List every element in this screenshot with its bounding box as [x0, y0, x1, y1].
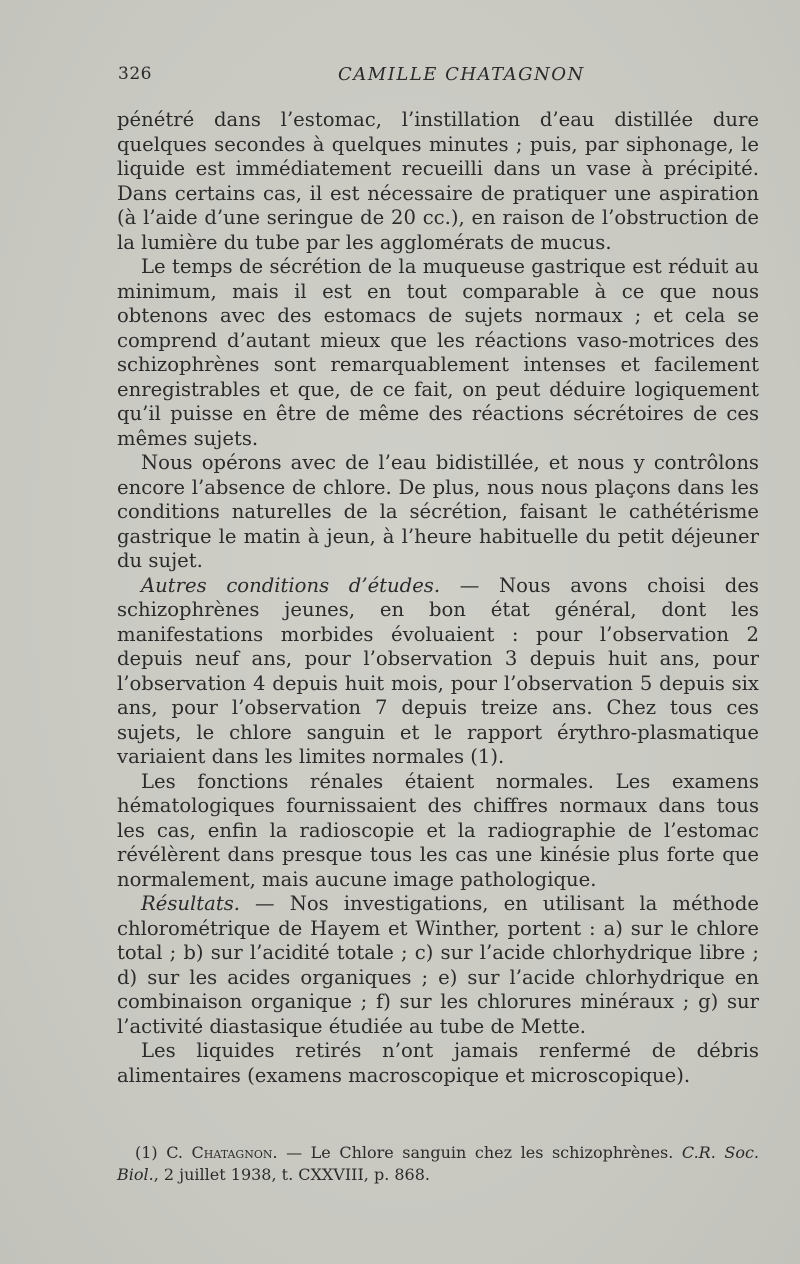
footnote-marker: (1) [135, 1143, 158, 1162]
paragraph-2: Le temps de sécrétion de la muqueuse gastrique est réduit au minimum, mais il est en tout comparable à ce que nous obtenons avec des estomacs de sujets normaux ; et cela se comprend d’autant mieux que les réactions vaso-motrices des schizophrènes sont remarquablement intenses et facilement enregistrables et que, de ce fait, on peut déduire logiquement qu’il puisse en être de même des réactions sécrétoires de ces mêmes sujets. [117, 255, 759, 450]
section-heading-resultats: Résultats. [141, 892, 241, 915]
footnote-author: C. Chatagnon. [166, 1143, 278, 1162]
footnote-title: — Le Chlore sanguin chez les schizophrènes. [277, 1143, 674, 1162]
page-number: 326 [118, 64, 152, 84]
paragraph-4: Autres conditions d’études. — Nous avons choisi des schizophrènes jeunes, en bon état général, dont les manifestations morbides évoluaient : pour l’observation 2 depuis neuf ans, pour l’observation 3 depuis huit ans, pour l’observation 4 depuis huit mois, pour l’observation 5 depuis six ans, pour l’observation 7 depuis treize ans. Chez tous ces sujets, le chlore sanguin et le rapport érythro-plasmatique variaient dans les limites normales (1). [117, 573, 759, 768]
paragraph-1: pénétré dans l’estomac, l’instillation d’eau distillée dure quelques secondes à quelques minutes ; puis, par siphonage, le liquide est immédiatement recueilli dans un vase à précipité. Dans certains cas, il est nécessaire de pratiquer une aspiration (à l’aide d’une seringue de 20 cc.), en raison de l’obstruction de la lumière du tube par les agglomérats de mucus. [117, 108, 759, 254]
running-title: CAMILLE CHATAGNON [338, 64, 585, 85]
section-heading-conditions: Autres conditions d’études. [141, 573, 441, 597]
page-header [118, 64, 758, 90]
paragraph-7: Les liquides retirés n’ont jamais renfermé de débris alimentaires (examens macroscopique et microscopique). [117, 1039, 759, 1087]
footnote-details: , 2 juillet 1938, t. CXXVIII, p. 868. [153, 1165, 430, 1184]
footnote [117, 1142, 759, 1186]
paragraph-5: Les fonctions rénales étaient normales. Les examens hématologiques fournissaient des chiffres normaux dans tous les cas, enfin la radioscopie et la radiographie de l’estomac révélèrent dans presque tous les cas une kinésie plus forte que normalement, mais aucune image pathologique. [117, 769, 759, 891]
paragraph-3: Nous opérons avec de l’eau bidistillée, et nous y contrôlons encore l’absence de chlore. De plus, nous nous plaçons dans les conditions naturelles de la sécrétion, faisant le cathétérisme gastrique le matin à jeun, à l’heure habituelle du petit déjeuner du sujet. [117, 451, 759, 572]
footnote-journal: C.R. Soc. Biol. [117, 1143, 760, 1184]
paragraph-6: Résultats. — Nos investigations, en utilisant la méthode chlorométrique de Hayem et Winther, portent : a) sur le chlore total ; b) sur l’acidité totale ; c) sur l’acide chlorhydrique libre ; d) sur les acides organiques ; e) sur l’acide chlorhydrique en combinaison organique ; f) sur les chlorures minéraux ; g) sur l’activité diastasique étudiée au tube de Mette. [117, 892, 759, 1038]
body-text [117, 108, 759, 1088]
